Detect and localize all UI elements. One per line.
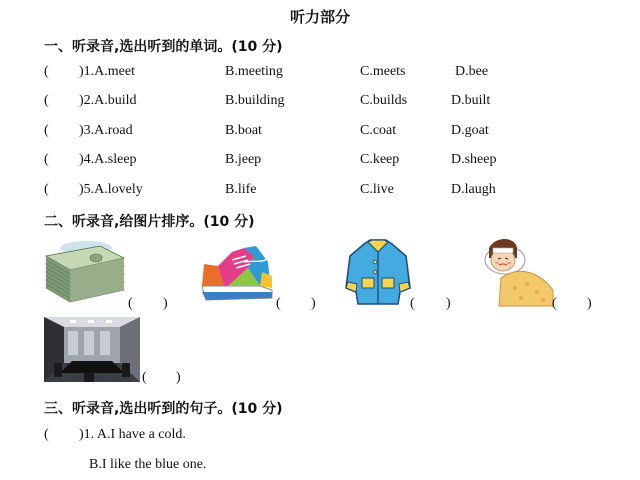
answer-paren: ( xyxy=(44,123,49,138)
blank-open-paren: ( xyxy=(552,296,557,311)
coat-icon xyxy=(344,238,412,308)
blank-open-paren: ( xyxy=(142,370,147,385)
answer-paren: ( xyxy=(44,152,49,167)
option-c: C.meets xyxy=(360,64,406,79)
answer-paren: ( xyxy=(44,93,49,108)
blank-close-paren: ) xyxy=(163,296,168,311)
money-stack-icon xyxy=(44,238,126,306)
option-a: )3.A.road xyxy=(79,123,133,138)
option-d: D.built xyxy=(451,93,491,108)
option-d: D.bee xyxy=(455,64,489,79)
sick-girl-in-bed-icon xyxy=(481,234,555,308)
option-c: C.live xyxy=(360,182,394,197)
option-d: D.goat xyxy=(451,123,489,138)
blank-close-paren: ) xyxy=(311,296,316,311)
section-2-heading: 二、听录音,给图片排序。(10 分) xyxy=(44,214,255,230)
answer-paren: ( xyxy=(44,427,49,442)
option-d: D.laugh xyxy=(451,182,496,197)
option-a: )2.A.build xyxy=(79,93,137,108)
option-b: B.life xyxy=(225,182,257,197)
sneaker-icon xyxy=(198,242,278,306)
option-c: C.builds xyxy=(360,93,408,108)
answer-paren: ( xyxy=(44,64,49,79)
blank-close-paren: ) xyxy=(446,296,451,311)
section-3-heading: 三、听录音,选出听到的句子。(10 分) xyxy=(44,401,283,417)
option-b: B.jeep xyxy=(225,152,262,167)
option-d: D.sheep xyxy=(451,152,497,167)
blank-open-paren: ( xyxy=(128,296,133,311)
meeting-room-icon xyxy=(44,317,140,382)
answer-paren: ( xyxy=(44,182,49,197)
page-title: 听力部分 xyxy=(289,8,350,26)
option-a: )5.A.lovely xyxy=(79,182,143,197)
option-b: B.building xyxy=(225,93,285,108)
blank-close-paren: ) xyxy=(587,296,592,311)
blank-close-paren: ) xyxy=(176,370,181,385)
blank-open-paren: ( xyxy=(276,296,281,311)
option-c: C.coat xyxy=(360,123,397,138)
option-a: )4.A.sleep xyxy=(79,152,137,167)
option-b: B.meeting xyxy=(225,64,283,79)
option-a: )1.A.meet xyxy=(79,64,135,79)
option-c: C.keep xyxy=(360,152,400,167)
option-b: B.I like the blue one. xyxy=(89,457,207,472)
option-b: B.boat xyxy=(225,123,262,138)
blank-open-paren: ( xyxy=(410,296,415,311)
section-1-heading: 一、听录音,选出听到的单词。(10 分) xyxy=(44,39,283,55)
option-a: )1. A.I have a cold. xyxy=(79,427,186,442)
